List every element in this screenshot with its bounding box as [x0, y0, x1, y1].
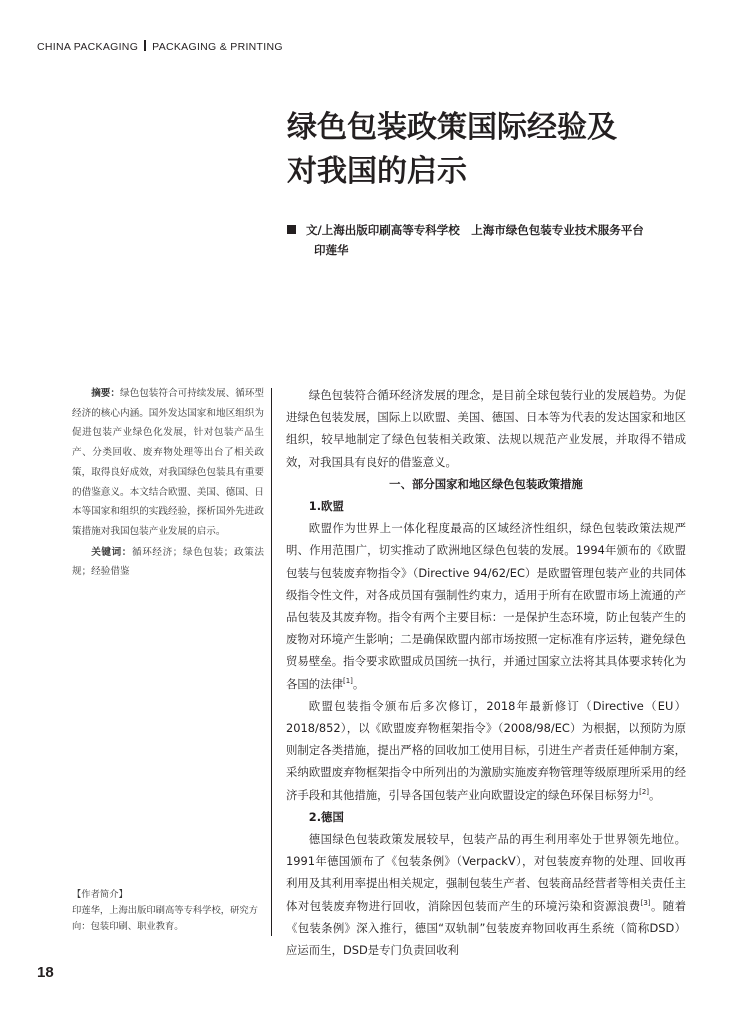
author-note [72, 887, 268, 935]
abstract [72, 384, 264, 582]
abstract-text: 绿色包装符合可持续发展、循环型经济的核心内涵。国外发达国家和地区组织为促进包装产业绿色化发展，针对包装产品生产、分类回收、废弃物处理等出台了相关政策，取得良好成效，对我国绿色包装具有重要的借鉴意义。本文结合欧盟、美国、德国、日本等国家和组织的实践经验，探析国外先进政策措施对我国包装产业发展的启示。 [72, 388, 265, 537]
subheading-germany: 2.德国 [308, 809, 344, 824]
byline-author: 印莲华 [314, 243, 349, 257]
page-number: 18 [37, 964, 54, 981]
eu-paragraph-2-end: 。 [649, 787, 661, 802]
author-note-text: 印莲华，上海出版印刷高等专科学校，研究方向：包装印刷、职业教育。 [72, 905, 258, 932]
article-title [287, 106, 707, 194]
germany-paragraph-1 [286, 828, 686, 961]
keywords-paragraph [72, 543, 264, 582]
eu-paragraph-1-text: 欧盟作为世界上一体化程度最高的区域经济性组织，绿色包装政策法规严明、作用范围广，切实推动了欧洲地区绿色包装的发展。1994年颁布的《欧盟包装与包装废弃物指令》（Directive 94/62/EC）是欧盟管理包装产业的共同体级指令性文件，对各成员国有强制性约束力，适用于所有在欧盟市场上流通的产品包装及其废弃物。指令有两个主要目标：一是保护生态环境，防止包装产生的废物对环境产生影响；二是确保欧盟内部市场按照一定标准有序运转，避免绿色贸易壁垒。指令要求欧盟成员国统一执行，并通过国家立法将其具体要求转化为各国的法律 [286, 521, 686, 691]
header-journal: CHINA PACKAGING [37, 41, 139, 53]
germany-paragraph-1-cont: 。随着《包装条例》深入推行，德国“双轨制”包装废弃物回收再生系统（简称DSD）应运而生，DSD是专门负责回收利 [286, 898, 686, 958]
title-line-2: 对我国的启示 [287, 154, 467, 189]
citation-1: [1] [342, 676, 353, 685]
author-note-heading: 【作者简介】 [72, 889, 128, 900]
abstract-paragraph [72, 384, 264, 542]
eu-paragraph-2 [286, 695, 686, 806]
byline [287, 220, 697, 260]
keywords-label: 关键词： [91, 546, 132, 558]
subheading-eu: 1.欧盟 [308, 499, 344, 514]
header-section: PACKAGING & PRINTING [152, 41, 283, 53]
byline-affiliation: 文/上海出版印刷高等专科学校 上海市绿色包装专业技术服务平台 [306, 223, 644, 237]
eu-paragraph-1 [286, 517, 686, 695]
eu-paragraph-1-end: 。 [352, 676, 365, 691]
eu-paragraph-2-text: 欧盟包装指令颁布后多次修订，2018年最新修订（Directive（EU）2018/852），以《欧盟废弃物框架指令》（2008/98/EC）为根据，以预防为原则制定各类措施，提出严格的回收加工使用目标，引进生产者责任延伸制方案，采纳欧盟废弃物框架指令中所列出的为激励实施废弃物管理等级原理所采用的经济手段和其他措施，引导各国包装产业向欧盟设定的绿色环保目标努力 [286, 698, 686, 802]
column-divider [271, 388, 272, 936]
citation-3: [3] [640, 898, 651, 907]
running-header [37, 40, 283, 53]
header-separator [144, 40, 146, 51]
main-text [286, 384, 686, 961]
title-line-1: 绿色包装政策国际经验及 [287, 110, 617, 145]
square-bullet-icon [287, 225, 296, 234]
germany-paragraph-1-text: 德国绿色包装政策发展较早，包装产品的再生利用率处于世界领先地位。1991年德国颁布了《包装条例》（VerpackV），对包装废弃物的处理、回收再利用及其利用率提出相关规定，强制包装生产者、包装商品经营者等相关责任主体对包装废弃物进行回收，消除因包装而产生的环境污染和资源浪费 [286, 832, 686, 913]
abstract-label: 摘要： [91, 388, 120, 399]
keywords-text: 循环经济；绿色包装；政策法规；经验借鉴 [72, 546, 265, 578]
citation-2: [2] [639, 787, 650, 796]
section-heading-1: 一、部分国家和地区绿色包装政策措施 [389, 476, 583, 491]
intro-paragraph: 绿色包装符合循环经济发展的理念，是目前全球包装行业的发展趋势。为促进绿色包装发展，国际上以欧盟、美国、德国、日本等为代表的发达国家和地区组织，较早地制定了绿色包装相关政策、法规以规范产业发展，并取得不错成效，对我国具有良好的借鉴意义。 [286, 388, 686, 469]
